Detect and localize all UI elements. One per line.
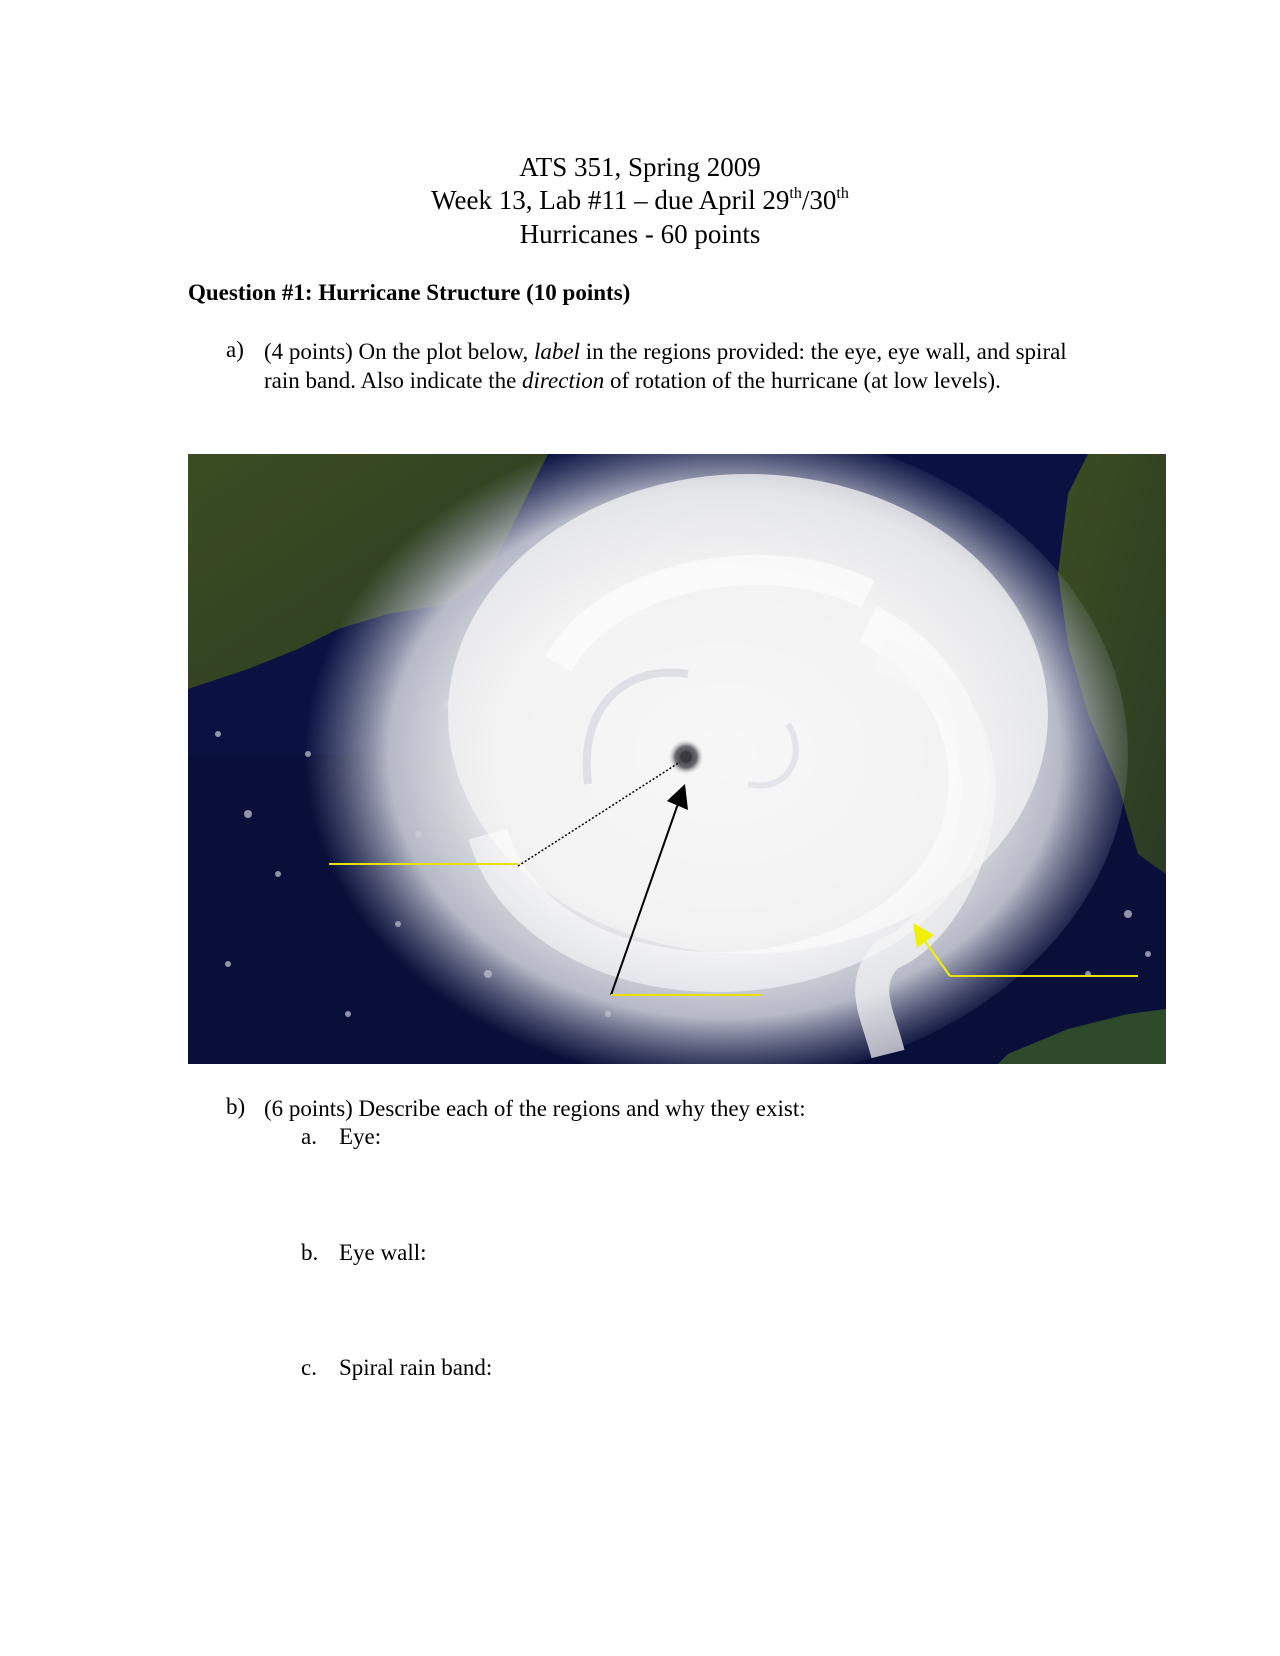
sub-item-marker: b. <box>301 1240 319 1265</box>
question-1-heading: Question #1: Hurricane Structure (10 points) <box>188 280 631 305</box>
lab-title: Week 13, Lab #11 – due April 29th/30th <box>431 185 849 215</box>
part-a-text: (4 points) On the plot below, label in the regions provided: the eye, eye wall, and spiral rain band. Also indicate the direction of rotation of the hurricane (at low levels). <box>264 339 1067 393</box>
sub-item-rain-band-label: Spiral rain band: <box>339 1355 493 1380</box>
lab-topic: Hurricanes - 60 points <box>519 219 761 249</box>
sub-item-eye-wall-label: Eye wall: <box>339 1240 427 1265</box>
sub-item-marker: a. <box>301 1124 317 1149</box>
hurricane-satellite-image <box>188 454 1166 1064</box>
part-a-marker: a) <box>226 337 244 362</box>
sub-item-eye-label: Eye: <box>339 1124 382 1149</box>
part-b-marker: b) <box>226 1094 246 1119</box>
sub-item-marker: c. <box>301 1355 317 1380</box>
part-b-text: (6 points) Describe each of the regions and why they exist: <box>264 1096 806 1121</box>
course-title: ATS 351, Spring 2009 <box>519 152 761 182</box>
